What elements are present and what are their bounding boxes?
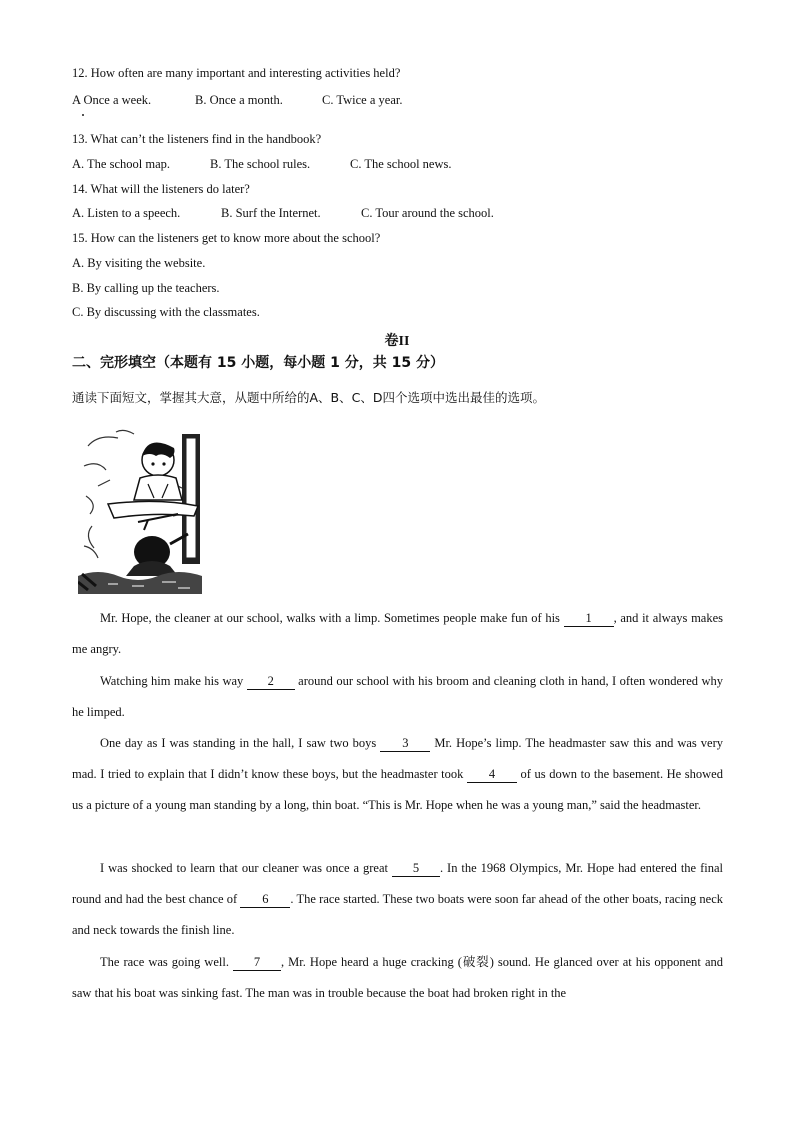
question-15-option-c: C. By discussing with the classmates. [72, 305, 260, 319]
text: of us down to the basement. He showed us a picture of a young man standing by a long, thin boat. “This is Mr. Hope when he was a young man,” said the headmaster. [72, 767, 723, 812]
option-a: A. The school map. [72, 157, 171, 171]
question-12-options [72, 93, 402, 108]
question-14-options [72, 206, 494, 221]
option-c: C. The school news. [350, 157, 452, 171]
text: , Mr. Hope heard a huge cracking (破裂) sound. He glanced over at his opponent and saw that his boat was sinking fast. The man was in trouble because the boat had broken right in the [72, 955, 723, 1000]
cloze-illustration [78, 426, 202, 594]
option-b: B. Once a month. [195, 93, 283, 107]
text: . The race started. These two boats were soon far ahead of the other boats, racing neck and neck towards the finish line. [72, 892, 723, 937]
option-b: B. The school rules. [210, 157, 311, 171]
passage-paragraph-1 [72, 603, 723, 665]
blank-4: 4 [467, 767, 517, 783]
text: . In the 1968 Olympics, Mr. Hope had entered the final round and had the best chance of [72, 861, 723, 906]
text: One day as I was standing in the hall, I saw two boys [100, 736, 381, 750]
question-13-options [72, 157, 452, 172]
question-15: 15. How can the listeners get to know more about the school? [72, 231, 381, 245]
blank-3: 3 [380, 736, 430, 752]
passage-paragraph-3 [72, 728, 723, 821]
blank-6: 6 [240, 892, 290, 908]
passage-paragraph-2 [72, 666, 723, 728]
blank-5: 5 [392, 861, 440, 877]
text: Mr. Hope, the cleaner at our school, walks with a limp. Sometimes people make fun of his [100, 611, 564, 625]
text: Watching him make his way [100, 674, 247, 688]
section-instruction: 通读下面短文，掌握其大意，从题中所给的A、B、C、D四个选项中选出最佳的选项。 [72, 390, 545, 405]
option-c: C. Tour around the school. [361, 206, 494, 220]
option-b: B. Surf the Internet. [221, 206, 321, 220]
passage-paragraph-4 [72, 853, 723, 946]
blank-1: 1 [564, 611, 614, 627]
text: The race was going well. [100, 955, 233, 969]
blank-2: 2 [247, 674, 295, 690]
question-12: 12. How often are many important and interesting activities held? [72, 66, 401, 80]
text: , and it always makes me angry. [72, 611, 723, 656]
question-13: 13. What can’t the listeners find in the handbook? [72, 132, 322, 146]
section-heading: 二、完形填空（本题有 15 小题，每小题 1 分，共 15 分） [72, 355, 444, 371]
option-c: C. Twice a year. [322, 93, 403, 107]
blank-7: 7 [233, 955, 281, 971]
text: around our school with his broom and cleaning cloth in hand, I often wondered why he limped. [72, 674, 723, 719]
passage-paragraph-5 [72, 947, 723, 1009]
question-15-option-a: A. By visiting the website. [72, 256, 206, 270]
text: I was shocked to learn that our cleaner was once a great [100, 861, 392, 875]
option-a: A Once a week. [72, 93, 152, 107]
question-15-option-b: B. By calling up the teachers. [72, 281, 220, 295]
volume-title: 卷II [384, 334, 410, 349]
text: Mr. Hope’s limp. The headmaster saw this and was very mad. I tried to explain that I didn’t know these boys, but the headmaster took [72, 736, 724, 781]
stray-dot [82, 114, 84, 116]
option-a: A. Listen to a speech. [72, 206, 181, 220]
question-14: 14. What will the listeners do later? [72, 182, 250, 196]
